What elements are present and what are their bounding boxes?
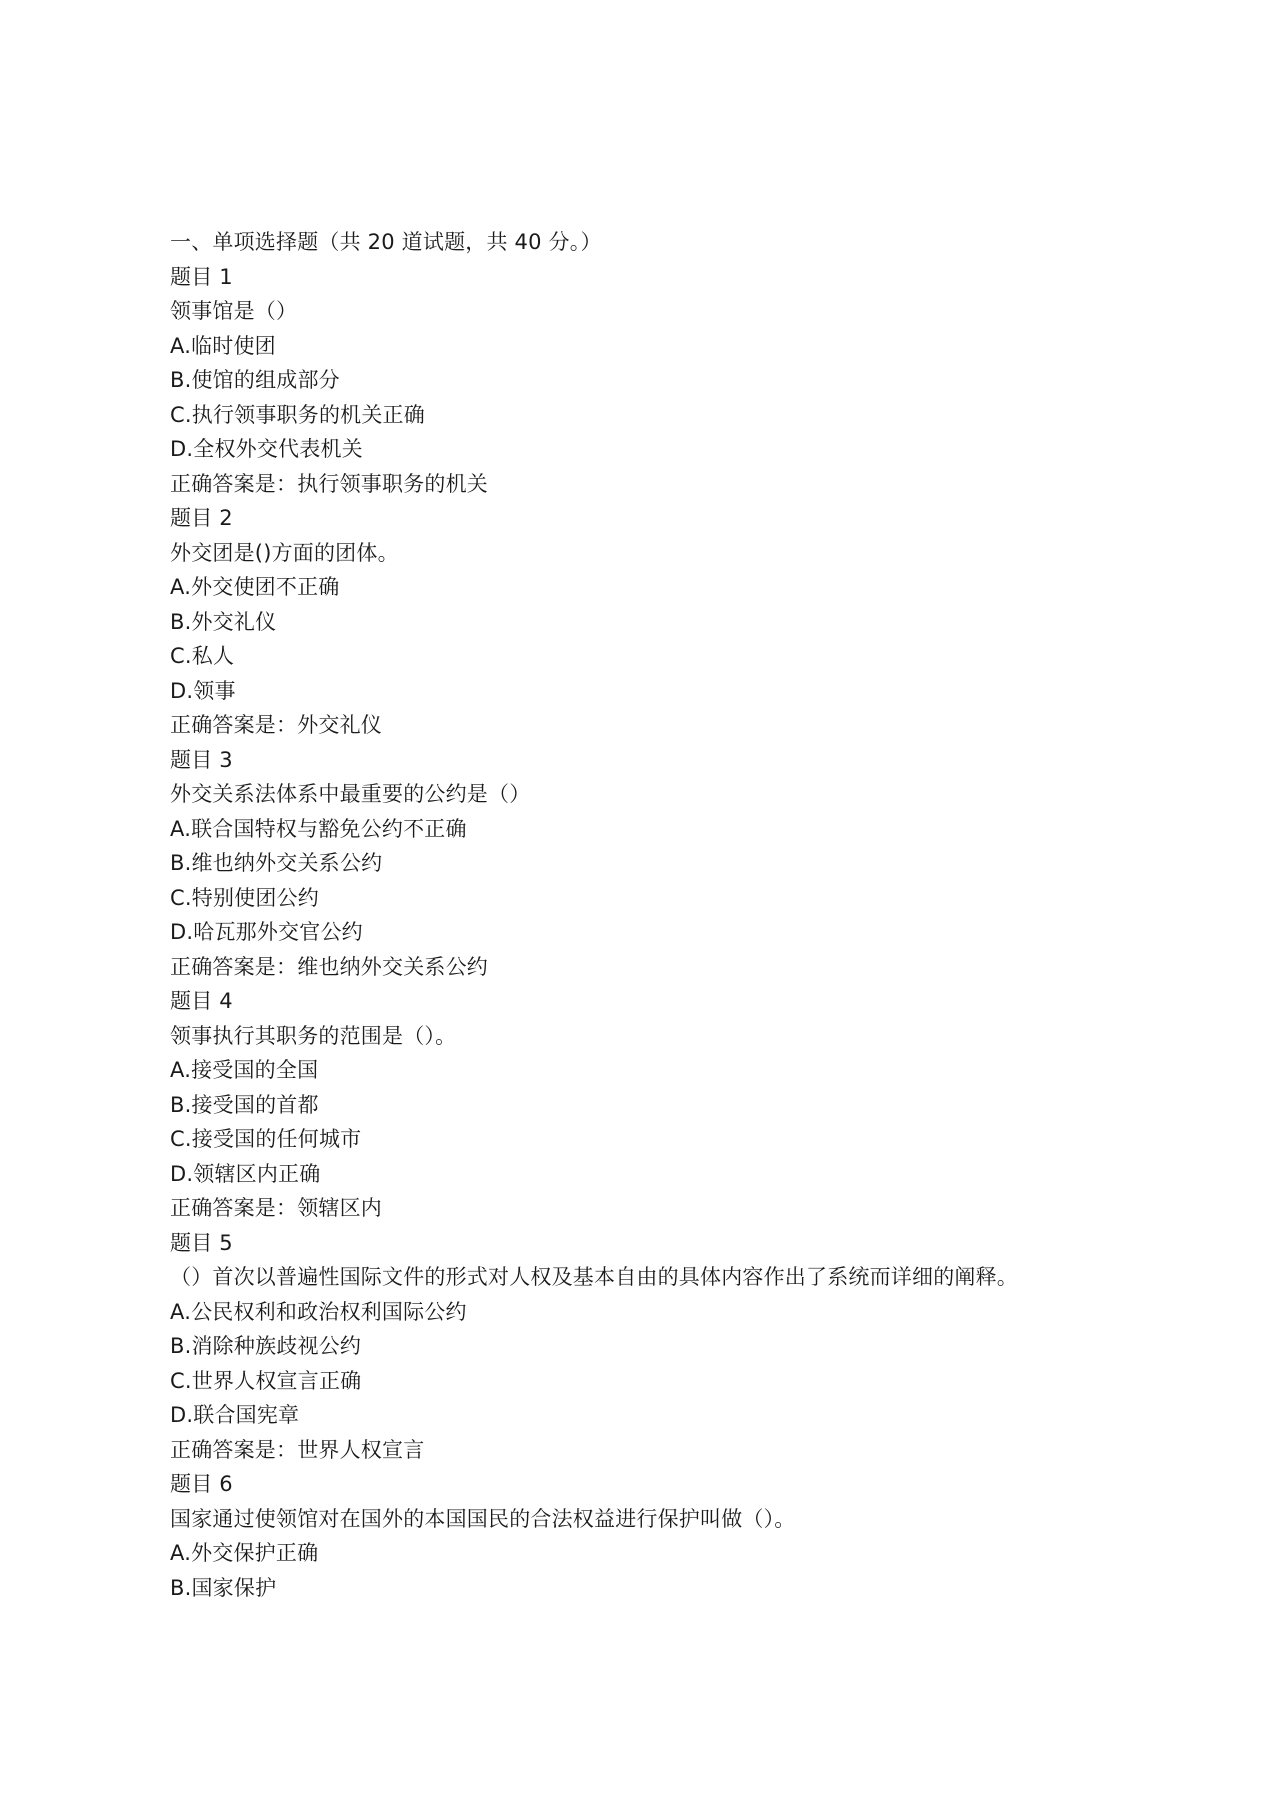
question-option: B.维也纳外交关系公约 — [170, 851, 383, 875]
question-option: A.联合国特权与豁免公约不正确 — [170, 816, 467, 841]
question-option: D.全权外交代表机关 — [170, 437, 363, 461]
question-label: 题目 6 — [170, 1472, 233, 1496]
question-answer: 正确答案是：执行领事职务的机关 — [170, 471, 488, 496]
question-option: B.使馆的组成部分 — [170, 368, 340, 392]
question-stem: 领事执行其职务的范围是（）。 — [170, 1023, 457, 1048]
question-option: C.接受国的任何城市 — [170, 1127, 362, 1151]
question-option: C.世界人权宣言正确 — [170, 1368, 362, 1393]
question-label: 题目 2 — [170, 506, 233, 530]
question-answer: 正确答案是：维也纳外交关系公约 — [170, 954, 488, 979]
question-option: D.领辖区内正确 — [170, 1161, 321, 1186]
question-option: D.领事 — [170, 678, 236, 703]
question-option: A.临时使团 — [170, 333, 276, 358]
question-option: B.接受国的首都 — [170, 1092, 319, 1117]
question-option: C.私人 — [170, 644, 235, 668]
section-title: 一、单项选择题（共 20 道试题，共 40 分。） — [170, 230, 602, 254]
question-option: C.特别使团公约 — [170, 885, 319, 910]
question-option: B.消除种族歧视公约 — [170, 1334, 362, 1358]
question-option: B.外交礼仪 — [170, 609, 277, 634]
question-option: D.哈瓦那外交官公约 — [170, 920, 363, 944]
question-answer: 正确答案是：世界人权宣言 — [170, 1437, 425, 1462]
question-option: A.接受国的全国 — [170, 1058, 319, 1082]
document-content — [170, 225, 1210, 1605]
question-option: A.外交使团不正确 — [170, 575, 340, 599]
question-stem: 外交关系法体系中最重要的公约是（） — [170, 782, 531, 806]
question-label: 题目 1 — [170, 264, 233, 289]
question-option: C.执行领事职务的机关正确 — [170, 402, 425, 427]
question-option: D.联合国宪章 — [170, 1403, 300, 1427]
question-stem: 领事馆是（） — [170, 299, 298, 323]
question-answer: 正确答案是：外交礼仪 — [170, 713, 382, 737]
question-stem: （）首次以普遍性国际文件的形式对人权及基本自由的具体内容作出了系统而详细的阐释。 — [170, 1265, 1018, 1289]
question-option: A.外交保护正确 — [170, 1541, 319, 1565]
question-stem: 外交团是()方面的团体。 — [170, 540, 399, 565]
question-stem: 国家通过使领馆对在国外的本国国民的合法权益进行保护叫做（）。 — [170, 1506, 796, 1531]
question-option: B.国家保护 — [170, 1575, 277, 1600]
question-label: 题目 3 — [170, 747, 233, 772]
question-answer: 正确答案是：领辖区内 — [170, 1196, 382, 1220]
question-label: 题目 4 — [170, 989, 233, 1013]
question-label: 题目 5 — [170, 1230, 233, 1255]
question-option: A.公民权利和政治权利国际公约 — [170, 1299, 467, 1324]
